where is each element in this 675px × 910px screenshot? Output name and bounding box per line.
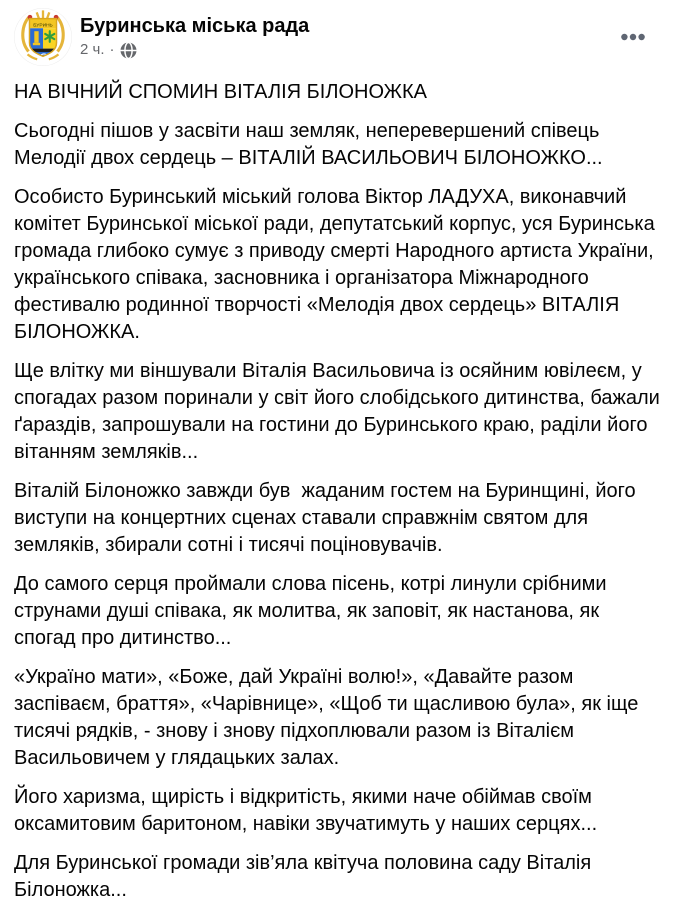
buryn-coat-of-arms-icon <box>14 8 72 66</box>
post-header <box>0 0 675 66</box>
post-paragraph: Для Буринської громади зів’яла квітуча половина саду Віталія Білоножка... <box>14 852 597 901</box>
post-paragraph: Його харизма, щирість і відкритість, якими наче обіймав своїм оксамитовим баритоном, навіки звучатимуть у наших серцях... <box>14 786 598 835</box>
post-options-button[interactable] <box>619 24 647 50</box>
post-paragraph: Віталій Білоножко завжди був жаданим гостем на Буринщині, його виступи на концертних сценах ставали справжнім святом для земляків, збирали сотні і тисячі поціновувачів. <box>14 480 642 556</box>
post-paragraph: «Україно мати», «Боже, дай Україні волю!», «Давайте разом заспіваєм, браття», «Чарівнице», «Щоб ти щасливою була», як іще тисячі рядків, - знову і знову підхоплювали разом із Віталієм Васильовичем у глядацьких залах. <box>14 666 644 769</box>
post-paragraph: До самого серця проймали слова пісень, котрі линули срібними струнами душі співака, як молитва, як заповіт, як настанова, як спогад про дитинство... <box>14 573 613 649</box>
avatar-banner-text: БУРИНЬ <box>33 23 53 29</box>
globe-icon <box>120 42 137 59</box>
meta-separator: · <box>109 41 115 58</box>
page-avatar[interactable] <box>14 8 72 66</box>
post-paragraph: Ще влітку ми віншували Віталія Васильовича із осяйним ювілеєм, у спогадах разом поринали у світ його слобідського дитинства, бажали ґараздів, запрошували на гостини до Буринського краю, раділи його вітанням земляків... <box>14 360 666 463</box>
ellipsis-icon <box>621 33 645 41</box>
page-name-link[interactable]: Буринська міська рада <box>80 15 310 37</box>
post-meta <box>80 41 309 59</box>
post-paragraph: Сьогодні пішов у засвіти наш земляк, неперевершений співець Мелодії двох сердець – ВІТАЛІЙ ВАСИЛЬОВИЧ БІЛОНОЖКО... <box>14 120 605 169</box>
post-body <box>0 66 675 904</box>
header-text <box>80 8 309 59</box>
post-paragraph: Особисто Буринський міський голова Віктор ЛАДУХА, виконавчий комітет Буринської міської ради, депутатський корпус, уся Буринська громада глибоко сумує з приводу смерті Народного артиста України, українського співака, засновника і організатора Міжнародного фестивалю родинної творчості «Мелодія двох сердець» ВІТАЛІЯ БІЛОНОЖКА. <box>14 186 661 343</box>
post-paragraph: НА ВІЧНИЙ СПОМИН ВІТАЛІЯ БІЛОНОЖКА <box>14 81 428 103</box>
timestamp-link[interactable]: 2 ч. <box>80 41 105 58</box>
